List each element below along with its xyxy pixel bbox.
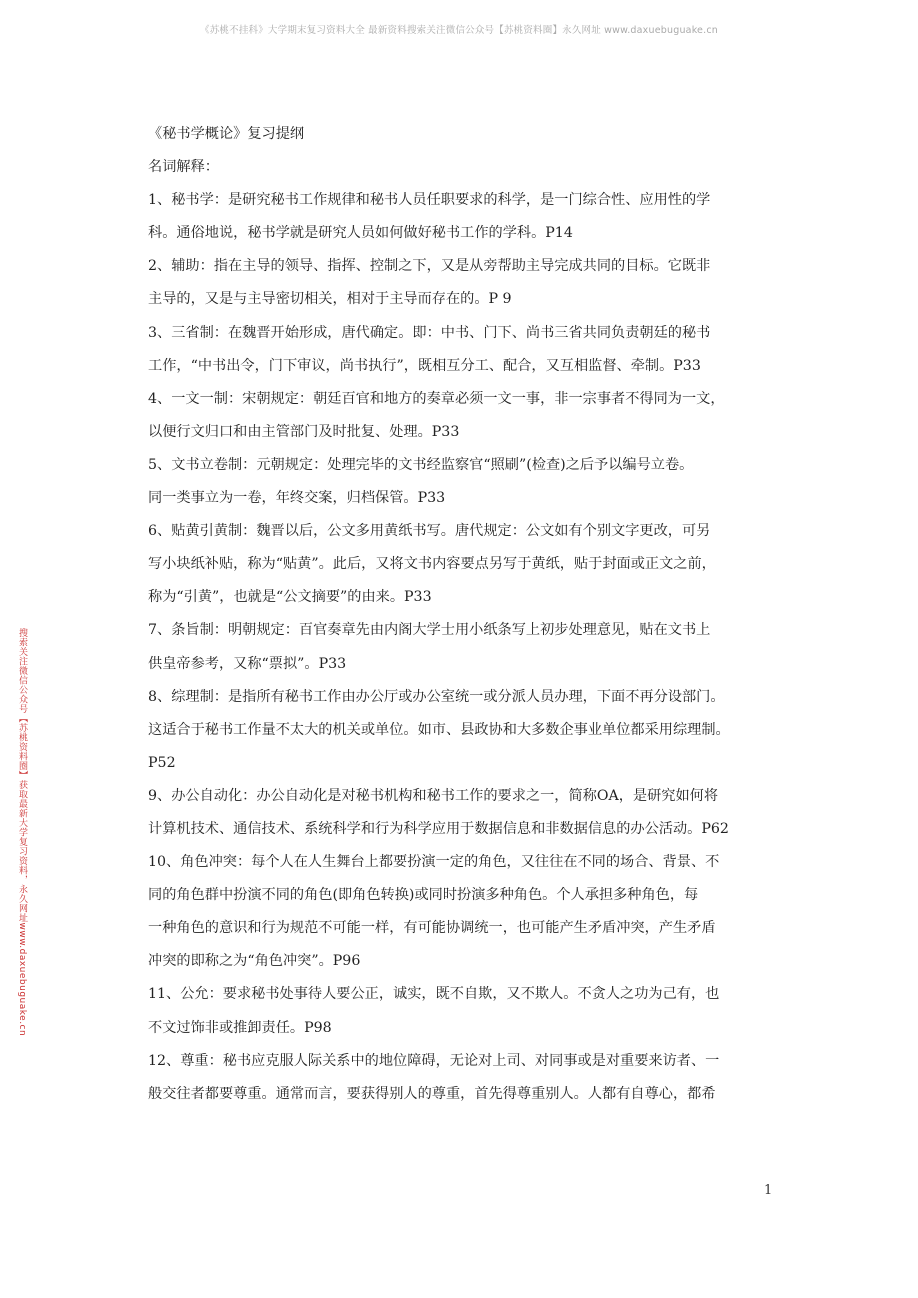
text-line: 3、三省制：在魏晋开始形成，唐代确定。即：中书、门下、尚书三省共同负责朝廷的秘书 xyxy=(148,324,711,341)
text-line: 计算机技术、通信技术、系统科学和行为科学应用于数据信息和非数据信息的办公活动。P62 xyxy=(148,820,729,837)
text-line: 1、秘书学：是研究秘书工作规律和秘书人员任职要求的科学，是一门综合性、应用性的学 xyxy=(148,192,711,209)
text-line: 2、辅助：指在主导的领导、指挥、控制之下，又是从旁帮助主导完成共同的目标。它既非 xyxy=(148,258,711,275)
side-watermark: 搜索关注微信公众号【苏桃资料圈】获取最新大学复习资料，永久网址www.daxuebuguake.cn xyxy=(17,628,27,1037)
page-header-watermark: 《苏桃不挂科》大学期末复习资料大全 最新资料搜索关注微信公众号【苏桃资料圈】永久网址 www.daxuebuguake.cn xyxy=(200,25,718,36)
text-line: 同的角色群中扮演不同的角色(即角色转换)或同时扮演多种角色。个人承担多种角色，每 xyxy=(148,887,699,904)
text-line: 8、综理制：是指所有秘书工作由办公厅或办公室统一或分派人员办理，下面不再分设部门。 xyxy=(148,688,725,705)
document-title: 《秘书学概论》复习提纲 xyxy=(148,126,305,142)
text-line: 称为“引黄”，也就是“公文摘要”的由来。P33 xyxy=(148,589,432,606)
text-line: 主导的，又是与主导密切相关，相对于主导而存在的。P 9 xyxy=(148,291,512,308)
page-number: 1 xyxy=(764,1183,773,1198)
text-line: 写小块纸补贴，称为“贴黄”。此后，又将文书内容要点另写于黄纸，贴于封面或正文之前， xyxy=(148,556,716,573)
text-line: 11、公允：要求秘书处事待人要公正，诚实，既不自欺，又不欺人。不贪人之功为己有，也 xyxy=(148,986,720,1003)
text-line: 以便行文归口和由主管部门及时批复、处理。P33 xyxy=(148,423,460,440)
text-line: P52 xyxy=(148,754,176,771)
text-line: 一种角色的意识和行为规范不可能一样，有可能协调统一，也可能产生矛盾冲突，产生矛盾 xyxy=(148,920,716,937)
text-line: 同一类事立为一卷，年终交案，归档保管。P33 xyxy=(148,490,446,507)
text-line: 12、尊重：秘书应克服人际关系中的地位障碍，无论对上司、对同事或是对重要来访者、一 xyxy=(148,1052,720,1069)
text-line: 5、文书立卷制：元朝规定：处理完毕的文书经监察官“照刷”(检查)之后予以编号立卷。 xyxy=(148,456,694,473)
text-line: 9、办公自动化：办公自动化是对秘书机构和秘书工作的要求之一，简称OA，是研究如何将 xyxy=(148,787,719,804)
text-line: 4、一文一制：宋朝规定：朝廷百官和地方的奏章必须一文一事，非一宗事者不得同为一文， xyxy=(148,390,725,407)
document-body xyxy=(148,118,788,1111)
text-line: 7、条旨制：明朝规定：百官奏章先由内阁大学士用小纸条写上初步处理意见，贴在文书上 xyxy=(148,622,711,639)
text-line: 10、角色冲突：每个人在人生舞台上都要扮演一定的角色，又往往在不同的场合、背景、不 xyxy=(148,854,720,871)
text-line: 般交往者都要尊重。通常而言，要获得别人的尊重，首先得尊重别人。人都有自尊心，都希 xyxy=(148,1085,716,1102)
section-heading: 名词解释： xyxy=(148,159,219,176)
text-line: 工作，“中书出令，门下审议，尚书执行”，既相互分工、配合，又互相监督、牵制。P33 xyxy=(148,357,701,374)
term-definitions xyxy=(148,184,788,1111)
text-line: 冲突的即称之为“角色冲突”。P96 xyxy=(148,953,361,970)
text-line: 6、贴黄引黄制：魏晋以后，公文多用黄纸书写。唐代规定：公文如有个别文字更改，可另 xyxy=(148,523,711,540)
text-line: 供皇帝参考，又称“票拟”。P33 xyxy=(148,655,347,672)
text-line: 不文过饰非或推卸责任。P98 xyxy=(148,1019,332,1036)
text-line: 这适合于秘书工作量不太大的机关或单位。如市、县政协和大多数企事业单位都采用综理制。 xyxy=(148,721,730,738)
text-line: 科。通俗地说，秘书学就是研究人员如何做好秘书工作的学科。P14 xyxy=(148,225,573,242)
